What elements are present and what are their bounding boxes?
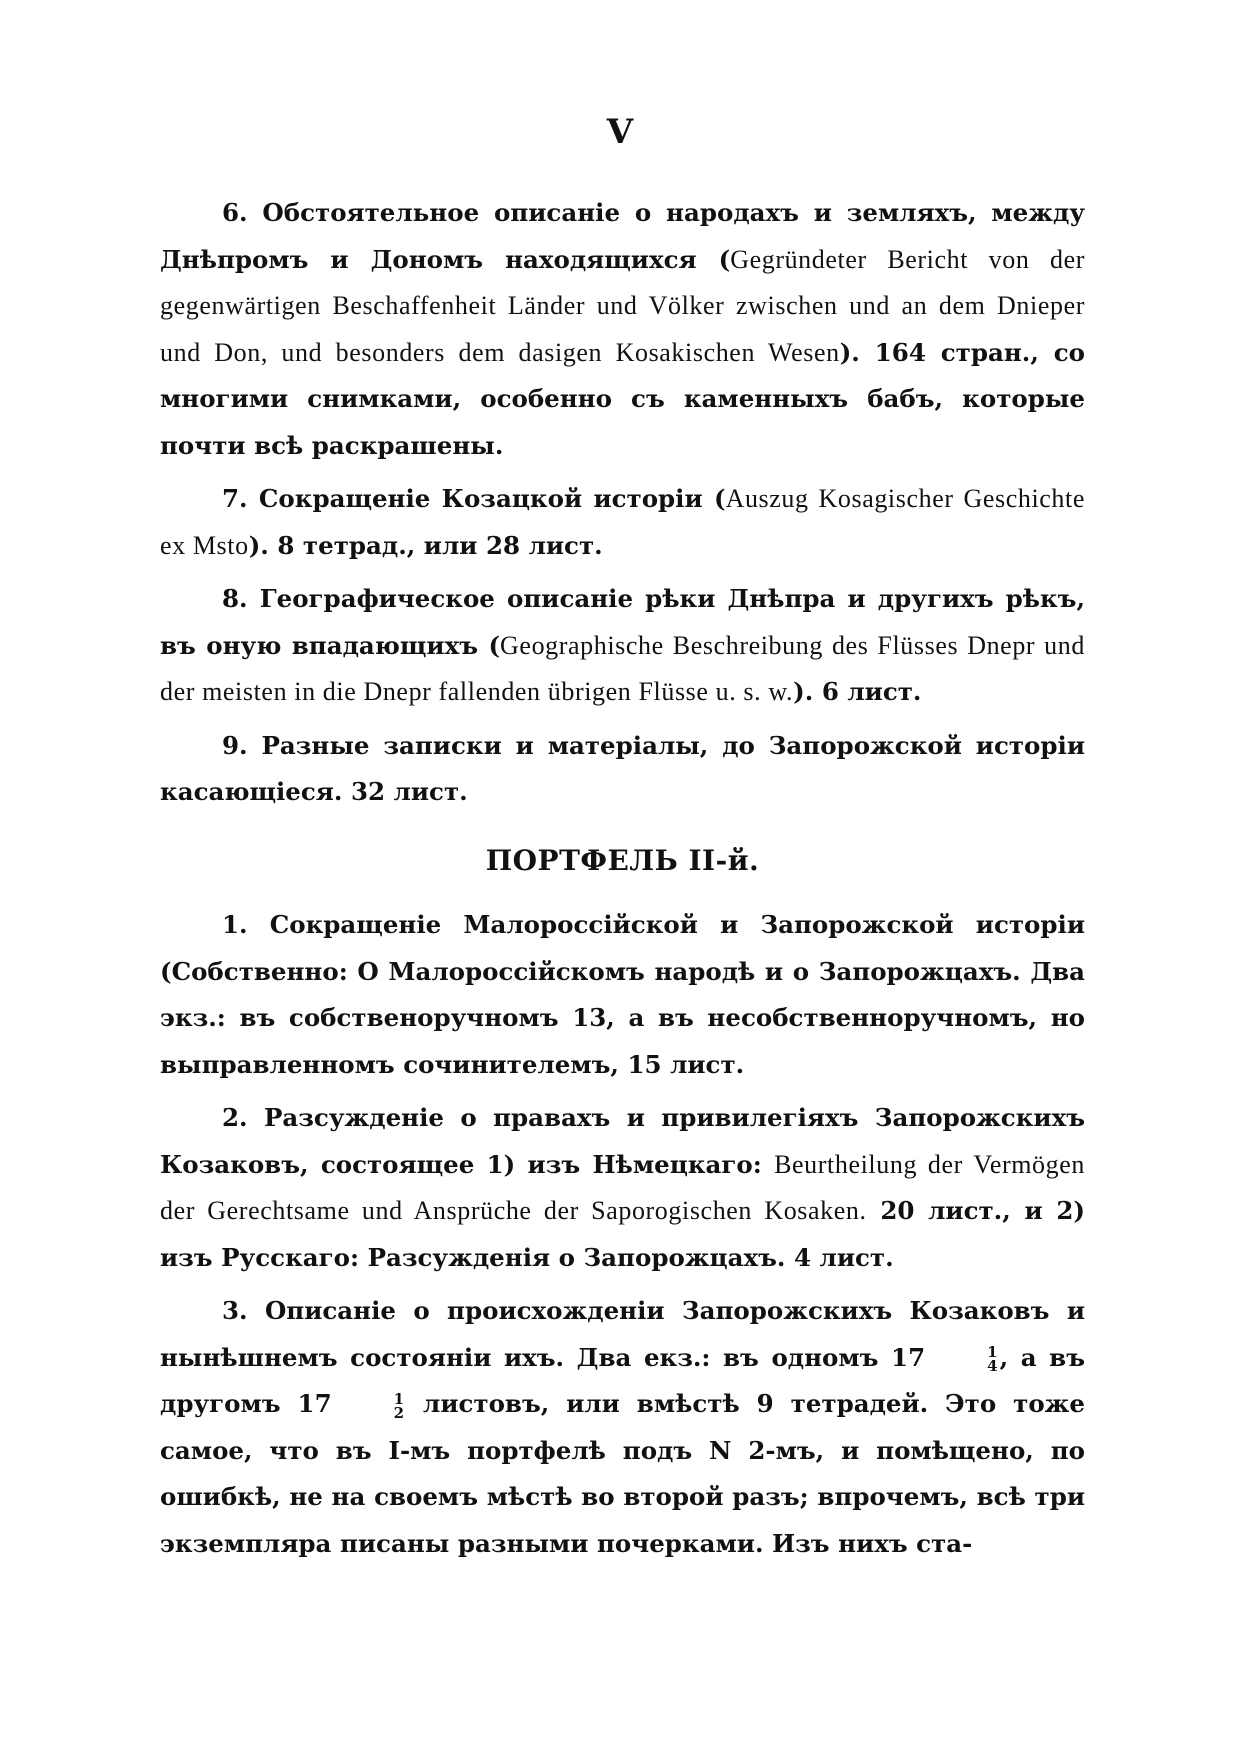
entry-number: 9. xyxy=(222,730,248,760)
german-title: Gegründeter Bericht von der gegenwärtigen Beschaffenheit Länder und Völker zwischen und an dem Dnieper und Don, und besonders dem dasigen Kosakischen Wesen xyxy=(160,244,1085,367)
entry-text: Сокращеніе Малороссійской и Запорожской исторіи (Собственно: О Малороссійскомъ народѣ и о Запорожцахъ. Два экз.: въ собственоручномъ 13, а въ несобственноручномъ, но выправленномъ сочинителемъ, 15 лист. xyxy=(160,910,1086,1079)
fraction-one-half xyxy=(332,1389,405,1422)
entry-text-end: листовъ, или вмѣстѣ 9 тетрадей. Это тоже самое, что въ I-мъ портфелѣ подъ N 2-мъ, и помѣщено, по ошибкѣ, не на своемъ мѣстѣ во второй разъ; впрочемъ, всѣ три экземпляра писаны разными почерками. Изъ нихъ ста- xyxy=(160,1389,1085,1558)
fraction-denominator: 2 xyxy=(393,1403,405,1422)
paren: ( xyxy=(478,630,501,660)
entry-title: Обстоятельное описаніе о народахъ и земляхъ, между Днѣпромъ и Дономъ находящихся xyxy=(160,198,1085,274)
german-title: Beurtheilung der Vermögen der Gerechtsame und Ansprüche der Saporogischen Kosaken. xyxy=(160,1149,1085,1225)
entry-details: 8 тетрад., или 28 лист. xyxy=(277,530,603,560)
entry-title: Сокращеніе Козацкой исторіи xyxy=(258,484,703,513)
page-number: V xyxy=(606,112,635,152)
paren: ). xyxy=(248,530,269,560)
entry-number: 3. xyxy=(222,1296,248,1325)
entry-p2-3 xyxy=(160,1288,1085,1567)
entry-p2-1 xyxy=(160,902,1085,1088)
entry-details: 6 лист. xyxy=(821,677,922,706)
page-body xyxy=(160,190,1085,1574)
entry-text-cont: 20 лист., и 2) изъ Русскаго: Разсужденія о Запорожцахъ. 4 лист. xyxy=(160,1196,1085,1272)
fraction-numerator: 1 xyxy=(393,1389,405,1408)
entry-text: Разсужденіе о правахъ и привилегіяхъ Запорожскихъ Козаковъ, состоящее 1) изъ Нѣмецкаго: xyxy=(160,1103,1085,1179)
entry-7 xyxy=(160,476,1085,569)
entry-title: Географическое описаніе рѣки Днѣпра и другихъ рѣкъ, въ оную впадающихъ xyxy=(160,584,1086,660)
paren: ( xyxy=(696,244,731,274)
german-title: Geographische Beschreibung des Flüsses Dnepr und der meisten in die Dnepr fallenden übrigen Flüsse u. s. w. xyxy=(160,630,1085,706)
paren: ( xyxy=(702,484,726,513)
entry-number: 8. xyxy=(222,584,248,613)
entry-8 xyxy=(160,576,1085,716)
entry-text-cont: , а въ другомъ 17 xyxy=(160,1342,1086,1418)
paren: ). xyxy=(793,677,814,706)
entry-number: 6. xyxy=(222,198,248,227)
entry-9 xyxy=(160,723,1085,816)
fraction-denominator: 4 xyxy=(987,1357,998,1375)
fraction-numerator: 1 xyxy=(987,1343,998,1361)
entry-text: Описаніе о происхожденіи Запорожскихъ Козаковъ и нынѣшнемъ состояніи ихъ. Два екз.: въ одномъ 17 xyxy=(160,1296,1086,1372)
entry-number: 1. xyxy=(222,910,248,939)
entry-p2-2 xyxy=(160,1095,1085,1281)
german-title: Auszug Kosagischer Geschichte ex Msto xyxy=(160,484,1085,560)
paren: ). xyxy=(839,337,860,367)
entry-6 xyxy=(160,190,1085,469)
section-heading: ПОРТФЕЛЬ II-й. xyxy=(485,843,760,877)
entry-number: 7. xyxy=(222,484,248,513)
entry-number: 2. xyxy=(222,1103,248,1132)
fraction-one-quarter xyxy=(925,1345,997,1373)
entry-details: 164 стран., со многими снимками, особенно съ каменныхъ бабъ, которые почти всѣ раскрашены. xyxy=(160,337,1085,460)
entry-text: Разные записки и матеріалы, до Запорожской исторіи касающіеся. 32 лист. xyxy=(160,730,1086,806)
